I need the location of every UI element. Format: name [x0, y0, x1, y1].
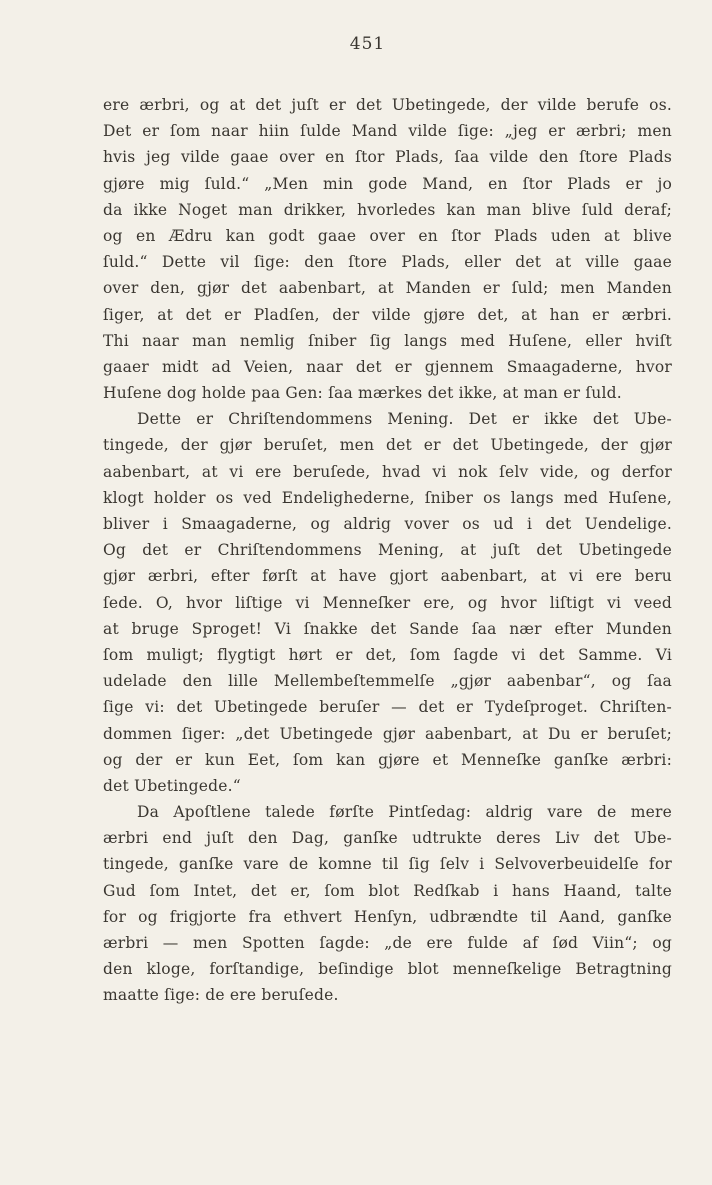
text-line: Da Apoſtlene talede førſte Pintſedag: aldrig vare de mere — [137, 803, 672, 822]
text-line: tingede, ganſke vare de komne til ſig ſelv i Selvoverbeuidelſe for — [103, 855, 672, 874]
text-line: ſom muligt; flygtigt hørt er det, ſom ſagde vi det Samme. Vi — [103, 645, 672, 664]
text-line: ere ærbri, og at det juſt er det Ubetingede, der vilde berufe os. — [103, 96, 672, 114]
text-line: udelade den lille Mellembeſtemmelſe „gjør aabenbar“, og ſaa — [103, 672, 672, 691]
text-line: gjør ærbri, efter førſt at have gjort aabenbart, at vi ere beru — [103, 567, 672, 586]
paragraph-1 — [103, 92, 672, 406]
text-line: Det er ſom naar hiin ſulde Mand vilde ſige: „jeg er ærbri; men — [103, 122, 672, 141]
text-line: ſige vi: det Ubetingede beruſer — det er Tydeſproget. Chriſten- — [103, 698, 672, 717]
text-line: for og frigjorte fra ethvert Henſyn, udbrændte til Aand, ganſke — [103, 907, 672, 926]
page-number: 451 — [349, 34, 386, 54]
paragraph-3 — [103, 799, 672, 1009]
text-line: ærbri end juſt den Dag, ganſke udtrukte deres Liv det Ube- — [103, 829, 672, 848]
text-line: at bruge Sproget! Vi ſnakke det Sande ſaa nær efter Munden — [103, 619, 672, 638]
text-line: da ikke Noget man drikker, hvorledes kan man blive ſuld deraf; — [103, 200, 672, 219]
text-line: det Ubetingede.“ — [103, 776, 241, 795]
text-line: tingede, der gjør beruſet, men det er det Ubetingede, der gjør — [103, 436, 672, 455]
text-line: gjøre mig ſuld.“ „Men min gode Mand, en ſtor Plads er jo — [103, 174, 672, 193]
text-line: Gud ſom Intet, det er, ſom blot Redſkab i hans Haand, talte — [103, 881, 672, 900]
text-line: klogt holder os ved Endelighederne, ſniber os langs med Huſene, — [103, 488, 672, 507]
text-line: ærbri — men Spotten ſagde: „de ere fulde af ſød Viin“; og — [103, 934, 672, 952]
text-line: og der er kun Eet, ſom kan gjøre et Menneſke ganſke ærbri: — [103, 750, 672, 769]
paragraph-2 — [103, 406, 672, 799]
text-line: aabenbart, at vi ere beruſede, hvad vi nok ſelv vide, og derfor — [103, 462, 672, 481]
text-line: bliver i Smaagaderne, og aldrig vover os ud i det Uendelige. — [103, 515, 672, 533]
text-line: og en Ædru kan godt gaae over en ſtor Plads uden at blive — [103, 226, 672, 245]
text-line: Dette er Chriſtendommens Mening. Det er ikke det Ube- — [137, 410, 672, 429]
text-line: Huſene dog holde paa Gen: ſaa mærkes det ikke, at man er ſuld. — [103, 384, 622, 403]
text-line: Thi naar man nemlig ſniber ſig langs med Huſene, eller hviſt — [103, 331, 672, 350]
text-line: ſede. O, hvor liſtige vi Menneſker ere, og hvor liſtigt vi veed — [103, 593, 672, 612]
text-line: over den, gjør det aabenbart, at Manden er ſuld; men Manden — [103, 279, 672, 298]
text-line: hvis jeg vilde gaae over en ſtor Plads, ſaa vilde den ſtore Plads — [103, 148, 672, 167]
text-line: ſuld.“ Dette vil ſige: den ſtore Plads, eller det at ville gaae — [103, 253, 672, 272]
text-line: maatte ſige: de ere beruſede. — [103, 986, 339, 1005]
text-line: gaaer midt ad Veien, naar det er gjennem Smaagaderne, hvor — [103, 357, 672, 376]
text-line: dommen ſiger: „det Ubetingede gjør aabenbart, at Du er beruſet; — [103, 724, 672, 743]
text-line: den kloge, forſtandige, beſindige blot menneſkelige Betragtning — [103, 960, 672, 979]
text-line: Og det er Chriſtendommens Mening, at juſt det Ubetingede — [103, 541, 672, 560]
text-line: ſiger, at det er Pladſen, der vilde gjøre det, at han er ærbri. — [103, 305, 672, 324]
